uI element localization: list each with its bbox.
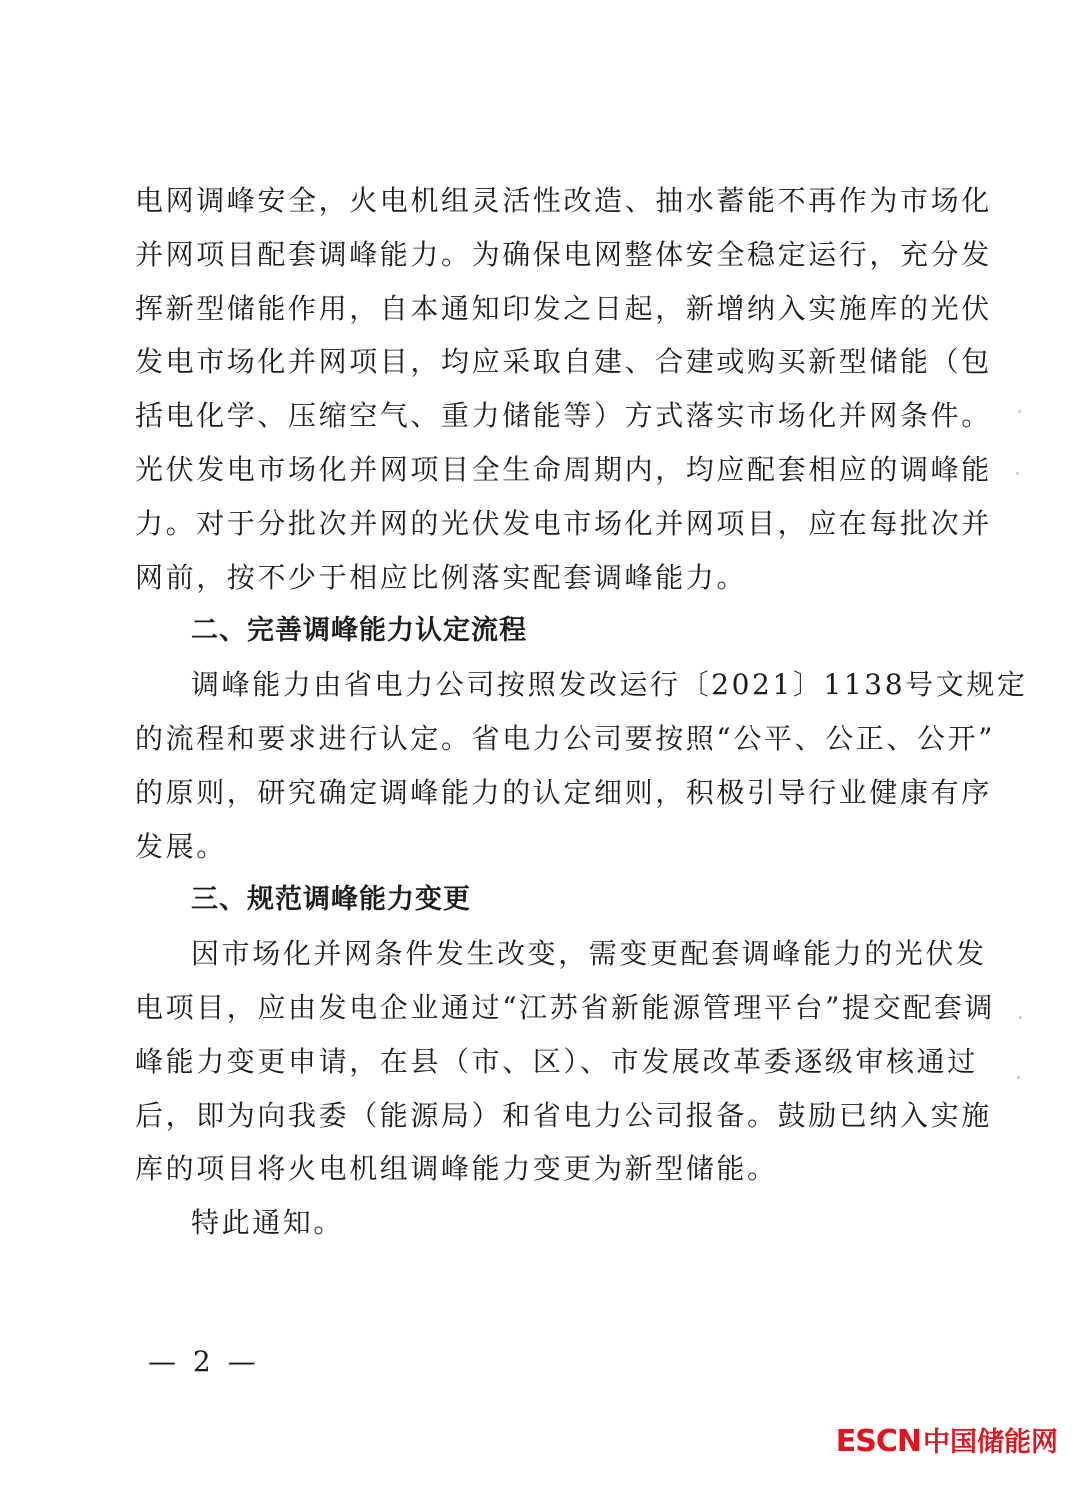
- text-line: 光伏发电市场化并网项目全生命周期内，均应配套相应的调峰能: [135, 452, 992, 486]
- text-line: 电网调峰安全，火电机组灵活性改造、抽水蓄能不再作为市场化: [135, 184, 992, 217]
- text-line: 力。对于分批次并网的光伏发电市场化并网项目，应在每批次并: [135, 506, 992, 540]
- text-line: 发展。: [135, 829, 227, 863]
- text-line: 括电化学、压缩空气、重力储能等）方式落实市场化并网条件。: [135, 399, 992, 433]
- scan-speck: [1017, 1076, 1020, 1079]
- paragraph-1: [135, 174, 992, 604]
- text-line: 库的项目将火电机组调峰能力变更为新型储能。: [135, 1152, 778, 1186]
- text-line: 的原则，研究确定调峰能力的认定细则，积极引导行业健康有序: [135, 775, 992, 809]
- text-line: 的流程和要求进行认定。省电力公司要按照“公平、公正、公开”: [135, 721, 996, 755]
- text-line: 后，即为向我委（能源局）和省电力公司报备。鼓励已纳入实施: [135, 1098, 992, 1132]
- text-line: 并网项目配套调峰能力。为确保电网整体安全稳定运行，充分发: [135, 237, 992, 271]
- document-body: [135, 174, 1028, 1250]
- page-number: — 2 —: [148, 1345, 260, 1378]
- paragraph-3: [135, 927, 996, 1196]
- text-line: 峰能力变更申请，在县（市、区）、市发展改革委逐级审核通过: [135, 1044, 978, 1078]
- scan-speck: [1018, 410, 1021, 413]
- text-line: 网前，按不少于相应比例落实配套调峰能力。: [135, 560, 748, 594]
- watermark-latin: ESCN: [835, 1424, 921, 1459]
- paragraph-2: [135, 658, 1028, 873]
- section-heading-2: 二、完善调峰能力认定流程: [191, 615, 527, 647]
- escn-watermark-logo: [836, 1420, 1058, 1459]
- text-line: 电项目，应由发电企业通过“江苏省新能源管理平台”提交配套调: [135, 990, 996, 1024]
- text-line: 挥新型储能作用，自本通知印发之日起，新增纳入实施库的光伏: [135, 291, 992, 325]
- scan-speck: [1016, 472, 1019, 475]
- section-heading-3: 三、规范调峰能力变更: [191, 884, 471, 916]
- text-line: 因市场化并网条件发生改变，需变更配套调峰能力的光伏发: [191, 937, 987, 971]
- watermark-chinese: 中国储能网: [923, 1427, 1058, 1458]
- scan-speck: [1019, 1016, 1022, 1019]
- text-line: 发电市场化并网项目，均应采取自建、合建或购买新型储能（包: [135, 345, 992, 379]
- closing-text: 特此通知。: [191, 1206, 345, 1240]
- text-line: 调峰能力由省电力公司按照发改运行〔2021〕1138号文规定: [191, 668, 1028, 702]
